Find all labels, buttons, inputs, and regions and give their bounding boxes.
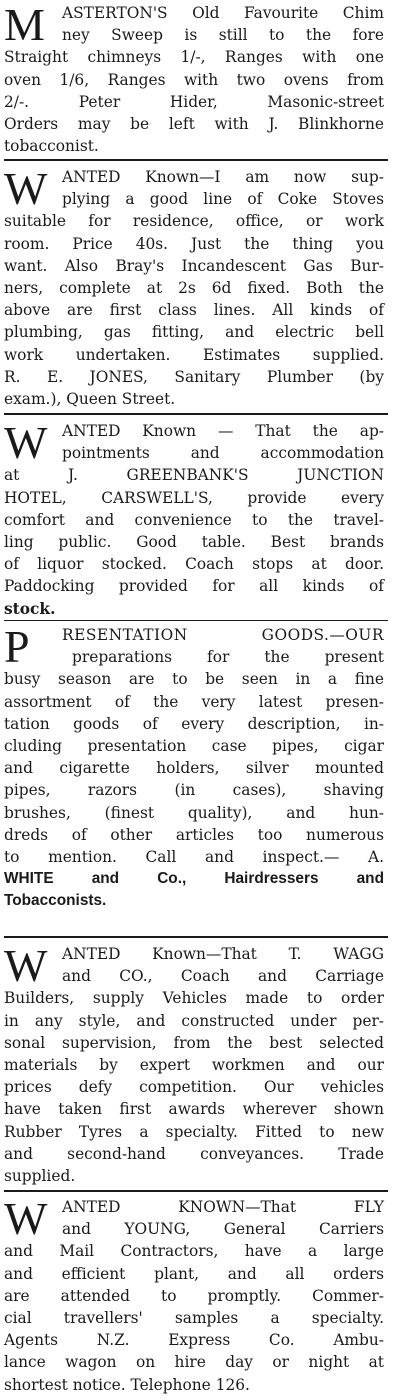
ad-line: ney Sweep is still to the fore xyxy=(62,26,384,45)
ad-line: cial travellers' samples a specialty. xyxy=(4,1309,384,1328)
ad-line: pipes, razors (in cases), shaving xyxy=(4,781,384,800)
drop-cap: W xyxy=(4,417,48,468)
ad-line: ners, complete at 2s 6d fixed. Both the xyxy=(4,279,384,298)
ad-line: HOTEL, CARSWELL'S, provide every xyxy=(4,488,384,507)
ad-presentation-goods xyxy=(4,621,384,913)
ad-line: plumbing, gas fitting, and electric bell xyxy=(4,323,384,342)
ad-line: Orders may be left with J. Blinkhorne xyxy=(4,115,384,134)
ad-line: have taken first awards wherever shown xyxy=(4,1100,384,1119)
ad-line: stock. xyxy=(4,599,56,618)
column-divider xyxy=(4,1190,388,1192)
ad-line: and YOUNG, General Carriers xyxy=(62,1220,384,1239)
ad-line: and second-hand conveyances. Trade xyxy=(4,1144,384,1163)
ad-chimney-sweep xyxy=(4,2,384,157)
ad-line: brushes, (finest quality), and hun- xyxy=(4,803,384,822)
ad-line: sonal supervision, from the best selected xyxy=(4,1033,384,1052)
ad-line: shortest notice. Telephone 126. xyxy=(4,1375,250,1394)
ad-line: busy season are to be seen in a fine xyxy=(4,670,384,689)
ad-line: prices defy competition. Our vehicles xyxy=(4,1078,384,1097)
ad-line: in any style, and constructed under per- xyxy=(4,1011,384,1030)
ad-line: ANTED Known — That the ap- xyxy=(62,422,384,440)
ad-line: and Mail Contractors, have a large xyxy=(4,1242,384,1261)
ad-line: suitable for residence, office, or work xyxy=(4,212,384,231)
ad-line: oven 1/6, Ranges with two ovens from xyxy=(4,70,384,89)
ad-junction-hotel xyxy=(4,417,384,620)
ad-line: and efficient plant, and all orders xyxy=(4,1264,384,1283)
drop-cap: W xyxy=(4,940,48,991)
ad-line: WHITE and Co., Hairdressers and xyxy=(4,870,384,888)
ad-line: at J. GREENBANK'S JUNCTION xyxy=(4,466,384,485)
ad-line: Straight chimneys 1/-, Ranges with one xyxy=(4,48,384,67)
ad-line: Tobacconists. xyxy=(4,892,107,910)
ad-line: work undertaken. Estimates supplied. xyxy=(4,345,384,364)
ad-line: preparations for the present xyxy=(72,648,384,667)
ad-line: Builders, supply Vehicles made to order xyxy=(4,989,384,1008)
drop-cap: W xyxy=(4,163,48,214)
column-divider xyxy=(4,620,388,621)
ad-line: ASTERTON'S Old Favourite Chim xyxy=(62,4,384,22)
ad-line: and cigarette holders, silver mounted xyxy=(4,759,384,778)
ad-coach-builders xyxy=(4,940,384,1187)
ad-line: and CO., Coach and Carriage xyxy=(62,967,384,986)
ad-line: Paddocking provided for all kinds of xyxy=(4,577,384,596)
ad-plumber-jones xyxy=(4,163,384,410)
ad-line: cluding presentation case pipes, cigar xyxy=(4,737,384,756)
ad-line: room. Price 40s. Just the thing you xyxy=(4,234,384,253)
ad-line: R. E. JONES, Sanitary Plumber (by xyxy=(4,367,384,386)
ad-line: lance wagon on hire day or night at xyxy=(4,1353,384,1372)
ad-line: of liquor stocked. Coach stops at door. xyxy=(4,555,384,574)
ad-line: supplied. xyxy=(4,1167,76,1186)
ad-line: pointments and accommodation xyxy=(62,444,384,463)
ad-line: are attended to promptly. Commer- xyxy=(4,1286,384,1305)
ad-line: tation goods of every description, in- xyxy=(4,714,384,733)
ad-line: ANTED KNOWN—That FLY xyxy=(62,1198,384,1216)
ad-general-carriers xyxy=(4,1193,384,1396)
ad-line: materials by expert workmen and our xyxy=(4,1056,384,1075)
ad-line: plying a good line of Coke Stoves xyxy=(62,190,384,209)
column-divider xyxy=(4,936,388,938)
ad-line: dreds of other articles too numerous xyxy=(4,825,384,844)
ad-line: assortment of the very latest presen- xyxy=(4,692,384,711)
ad-line: Agents N.Z. Express Co. Ambu- xyxy=(4,1331,384,1350)
ad-line: want. Also Bray's Incandescent Gas Bur- xyxy=(4,256,384,275)
ad-line: Rubber Tyres a specialty. Fitted to new xyxy=(4,1122,384,1141)
ad-line: ling public. Good table. Best brands xyxy=(4,533,384,552)
drop-cap: W xyxy=(4,1193,48,1244)
ad-line: RESENTATION GOODS.—OUR xyxy=(62,626,384,644)
drop-cap: M xyxy=(4,0,45,50)
ad-line: comfort and convenience to the travel- xyxy=(4,510,384,529)
ad-line: above are first class lines. All kinds of xyxy=(4,301,384,320)
ad-line: to mention. Call and inspect.— A. xyxy=(4,848,384,867)
ad-line: 2/-. Peter Hider, Masonic-street xyxy=(4,92,384,111)
ad-line: exam.), Queen Street. xyxy=(4,390,176,409)
drop-cap: P xyxy=(4,621,30,672)
ad-line: ANTED Known—That T. WAGG xyxy=(62,945,384,963)
column-divider xyxy=(4,413,388,415)
ad-line: tobacconist. xyxy=(4,137,99,156)
ad-line: ANTED Known—I am now sup- xyxy=(62,168,384,186)
column-divider xyxy=(4,159,388,161)
